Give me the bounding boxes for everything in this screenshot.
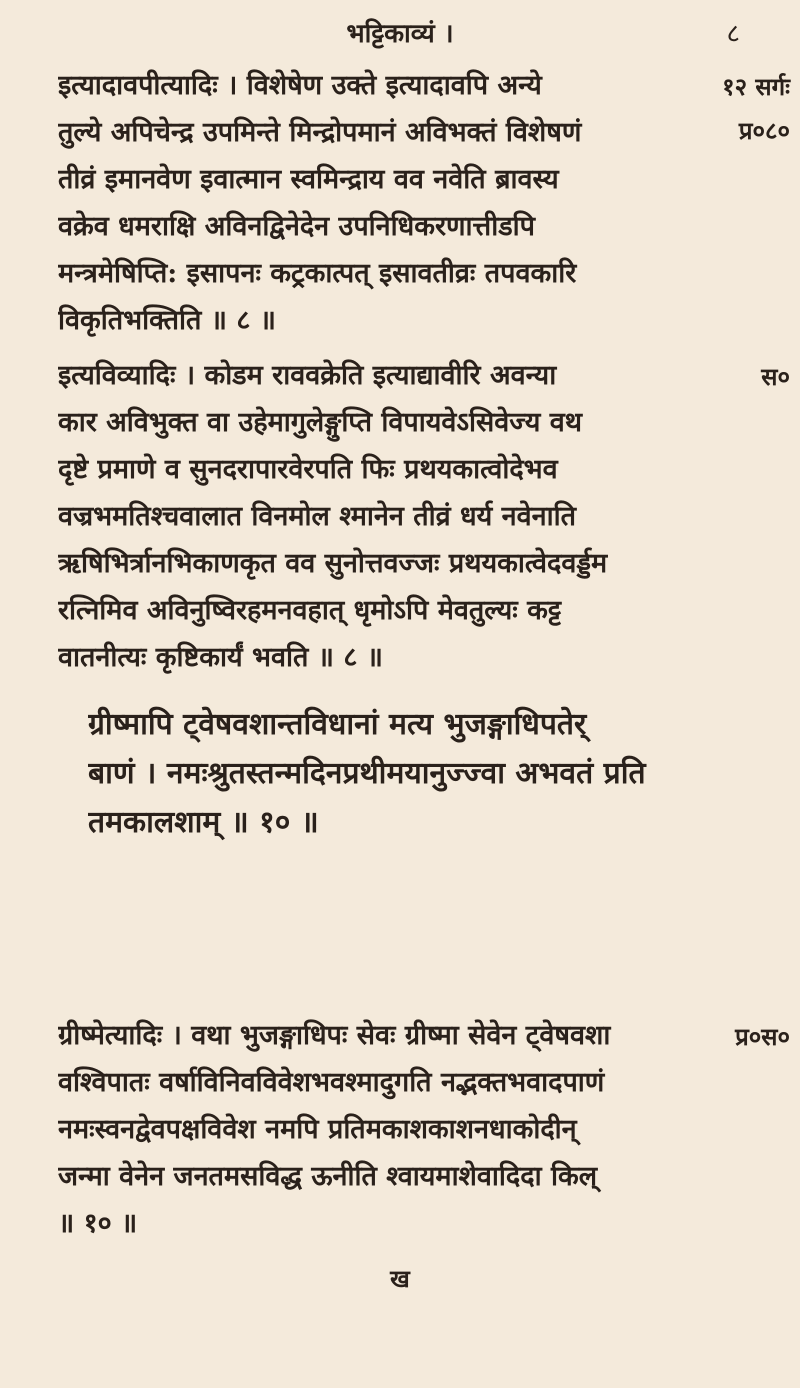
- text-line: इत्यविव्यादिः । कोडम राववक्रेति इत्याद्यावीरि अवन्या: [58, 360, 557, 391]
- text-line: रत्निमिव अविनुष्विरहमनवहात् धृमोऽपि मेवतुल्यः कट्ट: [58, 595, 562, 626]
- margin-note: प्र०८०: [738, 116, 790, 145]
- running-title: भट्टिकाव्यं ।: [346, 19, 454, 49]
- verse-line: बाणं । नमःश्रुतस्तन्मदिनप्रथीमयानुज्ज्वा अभवतं प्रति: [88, 756, 646, 791]
- text-line: वश्विपातः वर्षाविनिवविवेशभवश्मादुगति नद्भक्तभवादपाणं: [58, 1067, 605, 1098]
- text-line: दृष्टे प्रमाणे व सुनदरापारवेरपति फिः प्रथयकात्वोदेभव: [58, 454, 558, 485]
- page-header: [0, 14, 800, 54]
- text-line: तीव्रं इमानवेण इवात्मान स्वमिन्द्राय वव नवेति ब्रावस्य: [58, 164, 559, 195]
- page-number: ८: [726, 19, 740, 49]
- signature-mark: ख: [390, 1264, 410, 1293]
- text-line: वज्रभमतिश्चवालात विनमोल श्मानेन तीव्रं धर्य नवेनाति: [58, 501, 577, 532]
- margin-note: प्र०स०: [735, 1022, 790, 1051]
- text-line: जन्मा वेनेन जनतमसविद्ध ऊनीति श्वायमाशेवादिदा किल्: [58, 1161, 598, 1192]
- margin-note: १२ सर्गः: [722, 72, 790, 101]
- commentary-block-1: [58, 62, 748, 344]
- text-line: ॥ १० ॥: [58, 1208, 138, 1239]
- text-line: इत्यादावपीत्यादिः । विशेषेण उक्ते इत्यादावपि अन्ये: [58, 70, 542, 101]
- verse-line: तमकालशाम् ॥ १० ॥: [88, 805, 319, 840]
- margin-note: स०: [761, 362, 790, 391]
- text-line: ऋषिभिर्त्रानभिकाणकृत वव सुनोत्तवज्जः प्रथयकात्वेदवर्ड्डम: [58, 548, 608, 579]
- verse-block: [88, 700, 748, 847]
- text-line: तुल्ये अपिचेन्द्र उपमिन्ते मिन्द्रोपमानं अविभक्तं विशेषणं: [58, 117, 582, 148]
- text-line: वक्रेव धमराक्षि अविनद्विनेदेन उपनिधिकरणात्तीडपि: [58, 211, 535, 242]
- text-line: वातनीत्यः कृष्टिकार्यं भवति ॥ ८ ॥: [58, 642, 383, 673]
- commentary-block-3: [58, 1012, 748, 1247]
- text-line: मन्त्रमेषिप्ति: इसापनः कट्रकात्पत् इसावतीव्रः तपवकारि: [58, 258, 577, 289]
- text-line: कार अविभुक्त वा उहेमागुलेङ्गुप्ति विपायवेऽसिवेज्य वथ: [58, 407, 583, 438]
- text-line: ग्रीष्मेत्यादिः । वथा भुजङ्गाधिपः सेवः ग्रीष्मा सेवेन ट्वेषवशा: [58, 1020, 611, 1051]
- text-line: विकृतिभक्तिति ॥ ८ ॥: [58, 305, 276, 336]
- text-line: नमःस्वनद्वेवपक्षविवेश नमपि प्रतिमकाशकाशनधाकोदीन्: [58, 1114, 577, 1145]
- verse-line: ग्रीष्मापि ट्वेषवशान्तविधानां मत्य भुजङ्गाधिपतेर्: [88, 707, 587, 742]
- commentary-block-2: [58, 352, 748, 681]
